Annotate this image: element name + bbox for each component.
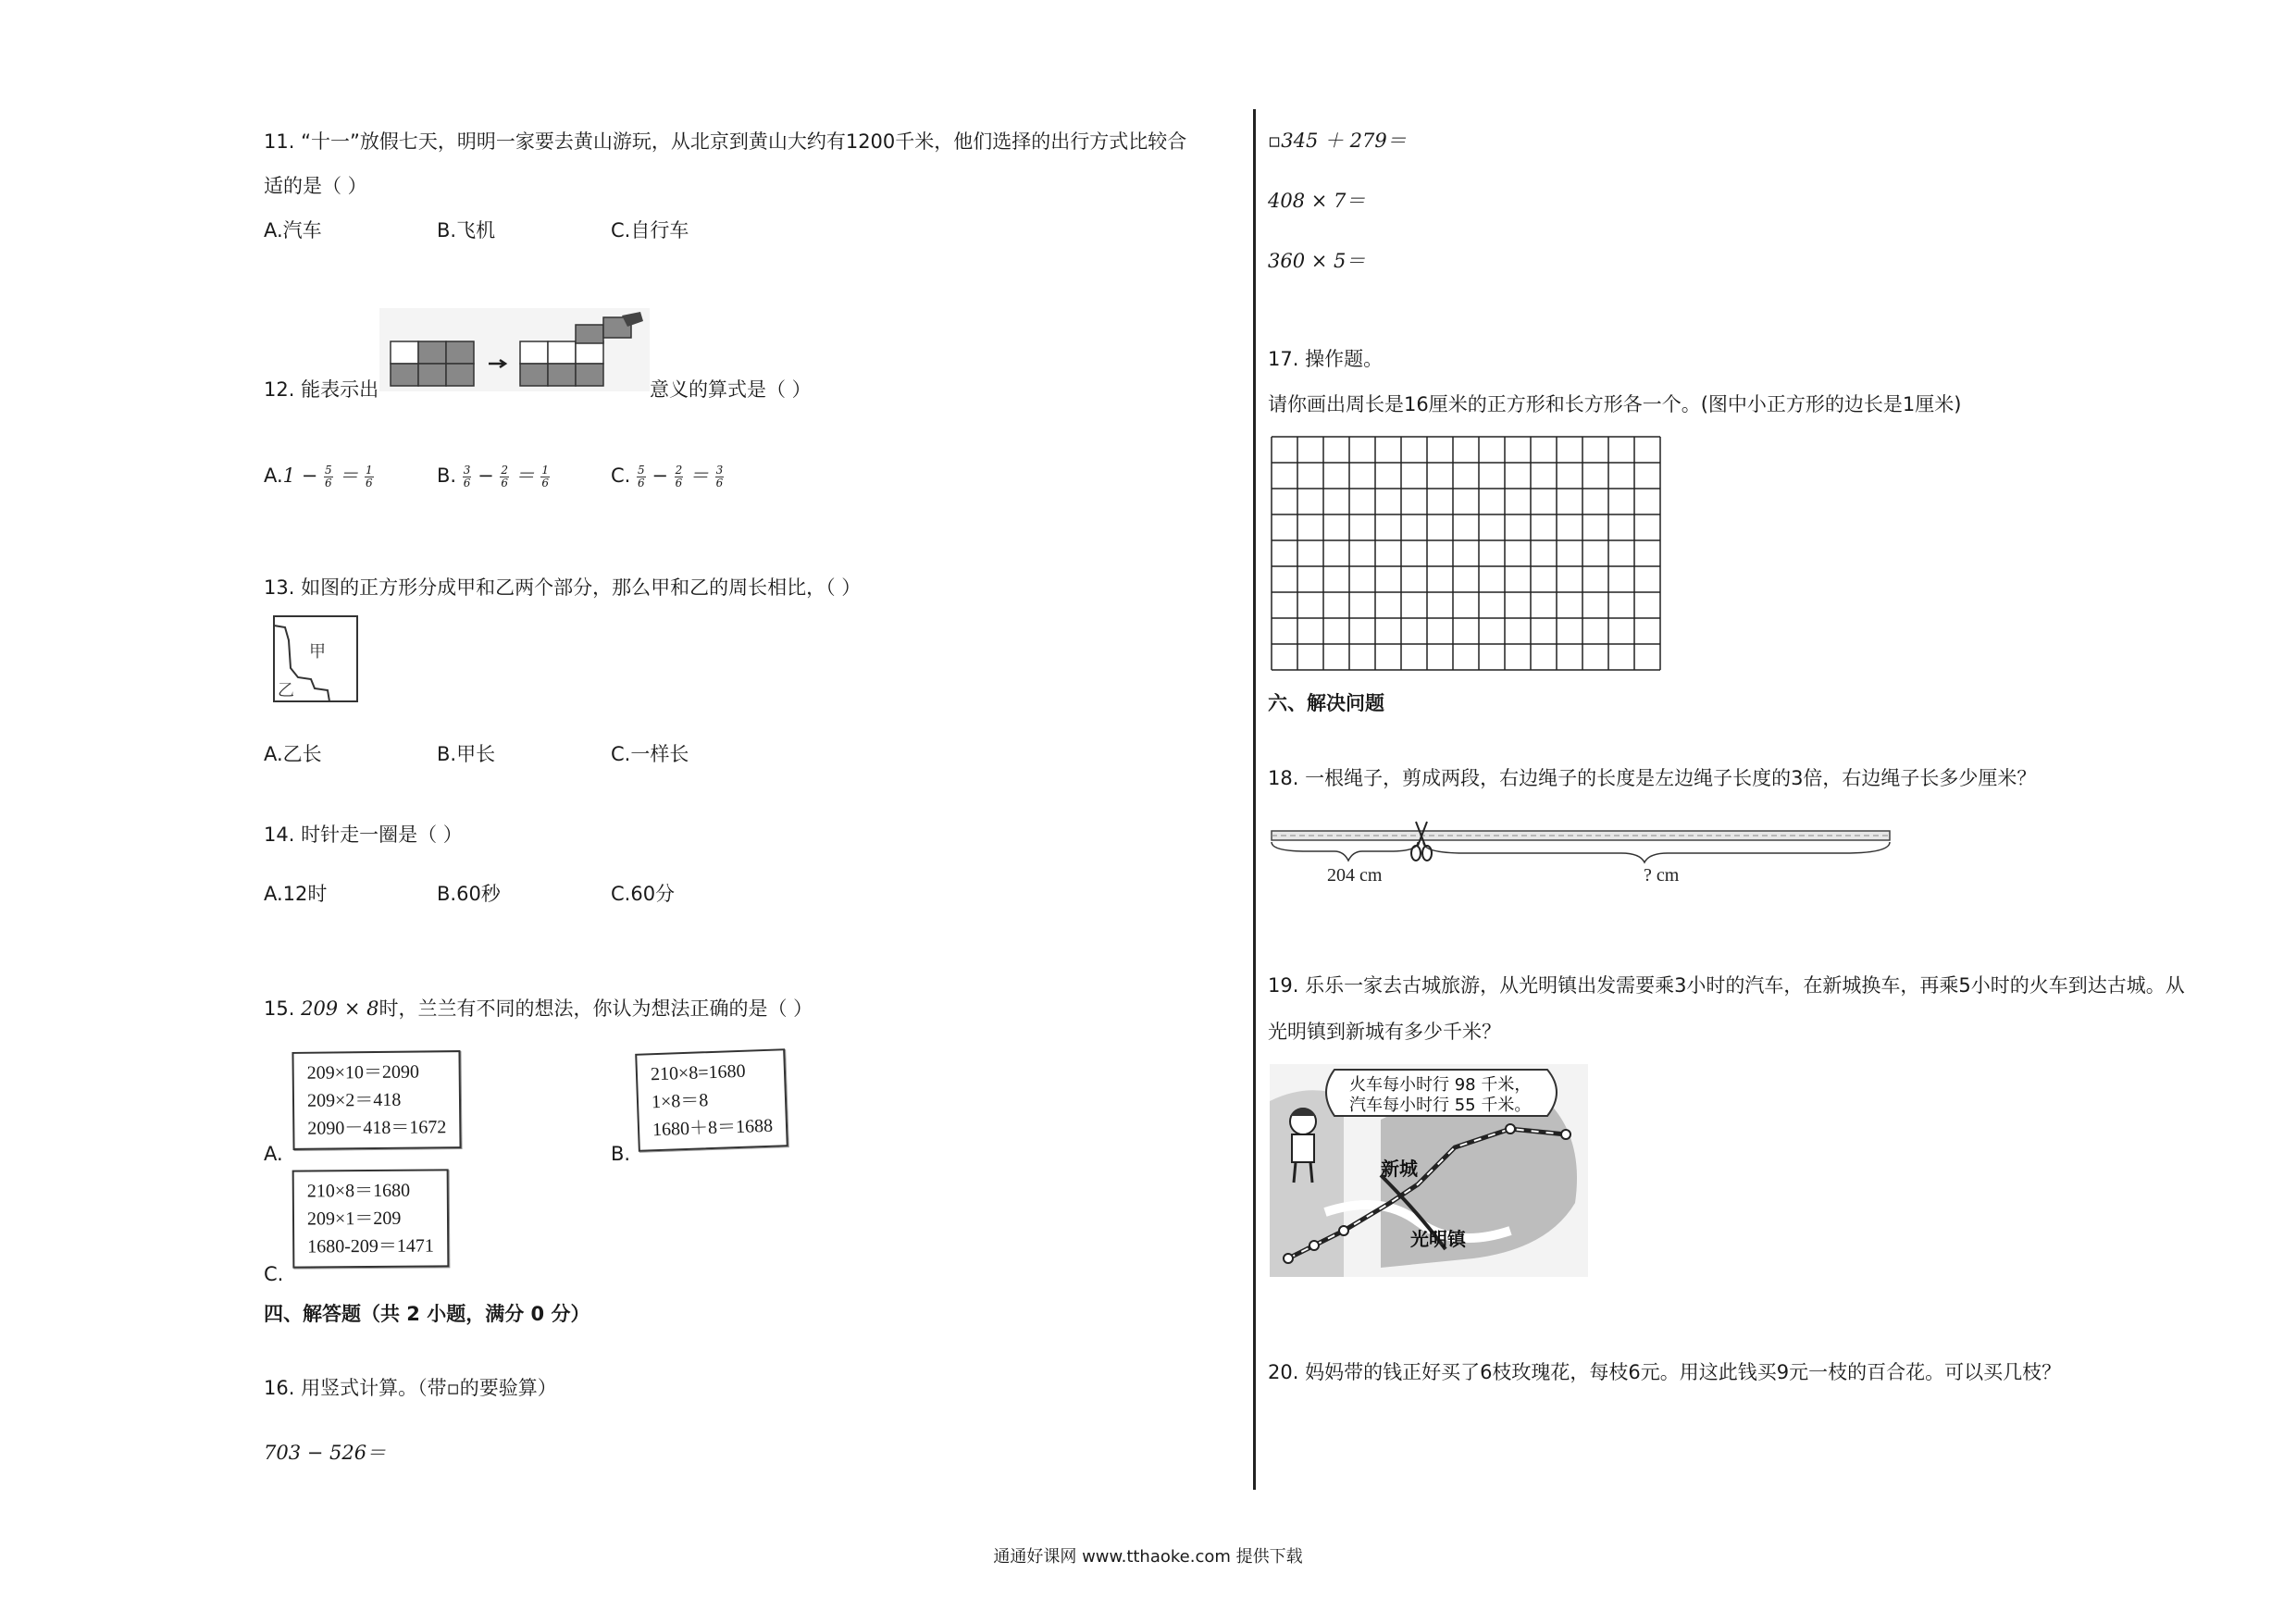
q13-option-a: A.乙长 (264, 743, 322, 765)
scissors-icon (1411, 822, 1432, 861)
q16-expr-3: 408 × 7＝ (1268, 190, 1366, 212)
fraction: $\frac{3}{6}$ (715, 463, 724, 489)
map-label-guangmingzhen: 光明镇 (1410, 1228, 1466, 1250)
q19-map-figure (1270, 1064, 1588, 1277)
q12-suffix: 意义的算式是（ ） (650, 378, 812, 401)
fraction: $\frac{2}{6}$ (501, 463, 509, 489)
q15-text: 15. 209 × 8时，兰兰有不同的想法，你认为想法正确的是（ ） (264, 997, 813, 1020)
q12-prefix: 12. 能表示出 (264, 378, 379, 401)
section-4-heading: 四、解答题（共 2 小题，满分 0 分） (264, 1303, 590, 1325)
q11-line2: 适的是（ ） (264, 175, 367, 197)
q19-line2: 光明镇到新城有多少千米？ (1268, 1021, 1501, 1043)
rope-left-label: 204 cm (1327, 865, 1383, 886)
q11-option-c: C.自行车 (611, 219, 689, 242)
q17-grid (1270, 435, 1666, 672)
fraction: $\frac{3}{6}$ (463, 463, 471, 489)
q16-text: 16. 用竖式计算。（带▫的要验算） (264, 1377, 557, 1399)
label-jia: 甲 (309, 642, 326, 662)
q13-square-figure (270, 613, 363, 707)
q11-option-a: A.汽车 (264, 219, 322, 242)
q14-option-b: B.60秒 (437, 883, 501, 905)
q16-expr-2: ▫345 ＋ 279＝ (1268, 130, 1407, 152)
q20-text: 20. 妈妈带的钱正好买了6枝玫瑰花，每枝6元。用这此钱买9元一枝的百合花。可以买几枝？ (1268, 1361, 2062, 1383)
q11-option-b: B.飞机 (437, 219, 496, 242)
q14-option-a: A.12时 (264, 883, 328, 905)
q15-card-b: 210×8=1680 1×8＝8 1680＋8＝1688 (635, 1048, 788, 1152)
label-yi: 乙 (278, 681, 294, 700)
q17-text: 请你画出周长是16厘米的正方形和长方形各一个。(图中小正方形的边长是1厘米) (1268, 393, 1962, 415)
map-label-xincheng: 新城 (1381, 1158, 1418, 1180)
section-6-heading: 六、解决问题 (1268, 692, 1384, 714)
q13-option-c: C.一样长 (611, 743, 689, 765)
q15-label-b: B. (611, 1143, 631, 1165)
q12-fraction-figure (379, 308, 650, 391)
q14-text: 14. 时针走一圈是（ ） (264, 824, 463, 846)
fraction: $\frac{5}{6}$ (325, 463, 332, 489)
fraction: $\frac{5}{6}$ (638, 463, 645, 489)
q17-title: 17. 操作题。 (1268, 348, 1384, 370)
q15-label-c: C. (264, 1263, 284, 1285)
q16-expr-1: 703 − 526＝ (264, 1442, 387, 1464)
q13-text: 13. 如图的正方形分成甲和乙两个部分，那么甲和乙的周长相比，（ ） (264, 576, 862, 599)
page-footer: 通通好课网 www.tthaoke.com 提供下载 (993, 1547, 1303, 1567)
q15-card-a: 209×10＝2090 209×2＝418 2090－418＝1672 (292, 1050, 461, 1150)
fraction: $\frac{2}{6}$ (675, 463, 683, 489)
q11-line1: 11. “十一”放假七天，明明一家要去黄山游玩，从北京到黄山大约有1200千米，他们选择的出行方式比较合 (264, 130, 1187, 153)
q18-rope-figure (1270, 814, 1899, 898)
q18-text: 18. 一根绳子，剪成两段，右边绳子的长度是左边绳子长度的3倍，右边绳子长多少厘米？ (1268, 767, 2037, 789)
q15-label-a: A. (264, 1143, 283, 1165)
q12-option-c: C. $\frac{5}{6}$ − $\frac{2}{6}$ ＝ $\frac{3}{6}$ (611, 463, 724, 489)
q13-option-b: B.甲长 (437, 743, 496, 765)
fraction: $\frac{1}{6}$ (541, 463, 550, 489)
q16-expr-4: 360 × 5＝ (1268, 250, 1366, 272)
map-bubble-line1: 火车每小时行 98 千米， (1349, 1075, 1532, 1095)
q14-option-c: C.60分 (611, 883, 676, 905)
column-divider (1253, 109, 1256, 1490)
fraction: $\frac{1}{6}$ (366, 463, 373, 489)
q12-option-b: B. $\frac{3}{6}$ − $\frac{2}{6}$ ＝ $\frac{1}{6}$ (437, 463, 550, 489)
q12-option-a: A.1 − $\frac{5}{6}$ ＝ $\frac{1}{6}$ (264, 463, 373, 489)
rope-right-label: ? cm (1644, 865, 1680, 886)
map-bubble-line2: 汽车每小时行 55 千米。 (1349, 1096, 1532, 1115)
q19-line1: 19. 乐乐一家去古城旅游，从光明镇出发需要乘3小时的汽车，在新城换车，再乘5小时的火车到达古城。从 (1268, 974, 2185, 997)
q15-card-c: 210×8＝1680 209×1＝209 1680-209＝1471 (292, 1169, 449, 1268)
